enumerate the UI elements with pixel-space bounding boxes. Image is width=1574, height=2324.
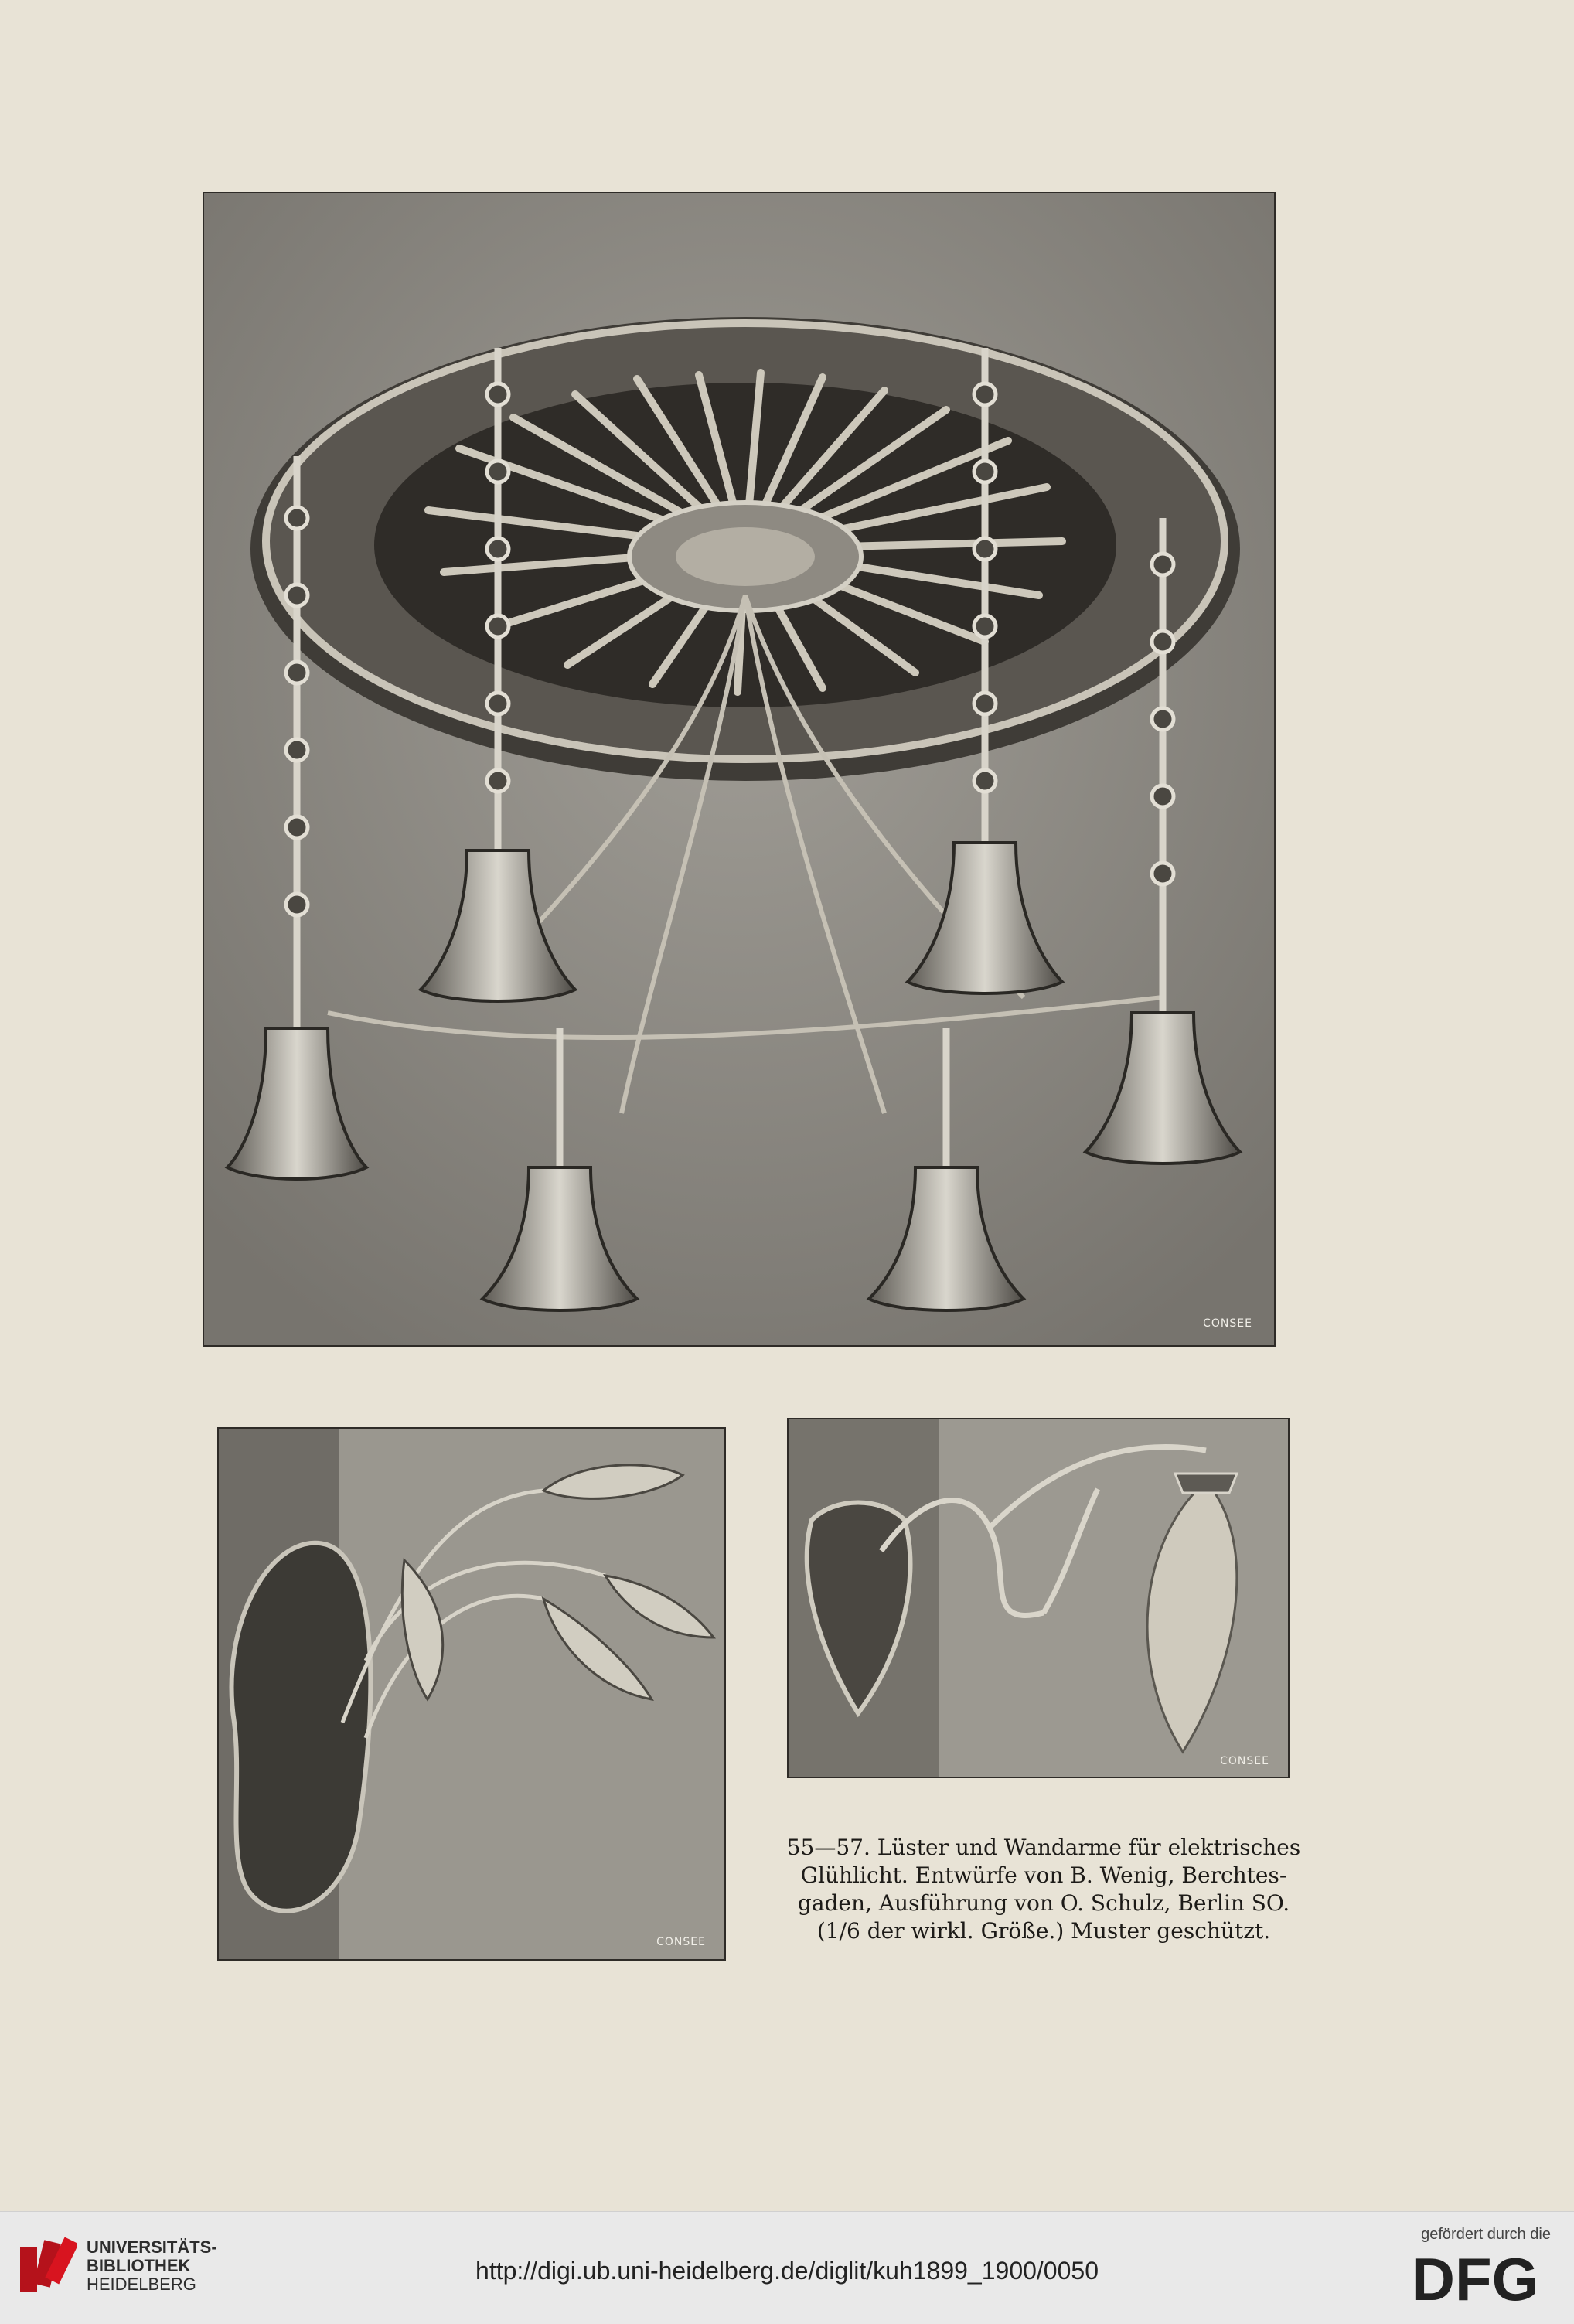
permalink-url[interactable]: http://digi.ub.uni-heidelberg.de/diglit/kuh1899_1900/0050 <box>475 2257 1099 2285</box>
sconce-left-illustration <box>219 1429 724 1959</box>
chandelier-watermark: CONSEE <box>1203 1317 1252 1330</box>
chandelier-figure <box>203 192 1276 1347</box>
sconce-right-figure <box>787 1418 1290 1778</box>
caption-line-4: (1/6 der wirkl. Größe.) Muster geschützt. <box>816 1918 1271 1944</box>
funding-label: gefördert durch die <box>1421 2226 1551 2243</box>
caption-line-2: Glühlicht. Entwürfe von B. Wenig, Berchtes- <box>800 1862 1287 1888</box>
caption-line-3: gaden, Ausführung von O. Schulz, Berlin SO. <box>797 1890 1290 1916</box>
dfg-logo-text: DFG <box>1411 2249 1539 2311</box>
figure-caption <box>781 1834 1307 1945</box>
sconce-left-figure <box>217 1427 726 1961</box>
university-name-line-1: UNIVERSITÄTS- <box>87 2237 217 2257</box>
footer-bar <box>0 2211 1574 2324</box>
university-name-line-2: BIBLIOTHEK <box>87 2256 191 2275</box>
sconce-right-illustration <box>789 1419 1288 1777</box>
sconce-right-watermark: CONSEE <box>1220 1755 1269 1767</box>
university-name-line-3: HEIDELBERG <box>87 2275 196 2294</box>
chandelier-illustration <box>204 193 1274 1345</box>
dfg-logo <box>1398 2249 1552 2311</box>
sconce-left-watermark: CONSEE <box>656 1936 706 1948</box>
caption-line-1: 55—57. Lüster und Wandarme für elektrisches <box>786 1835 1301 1860</box>
